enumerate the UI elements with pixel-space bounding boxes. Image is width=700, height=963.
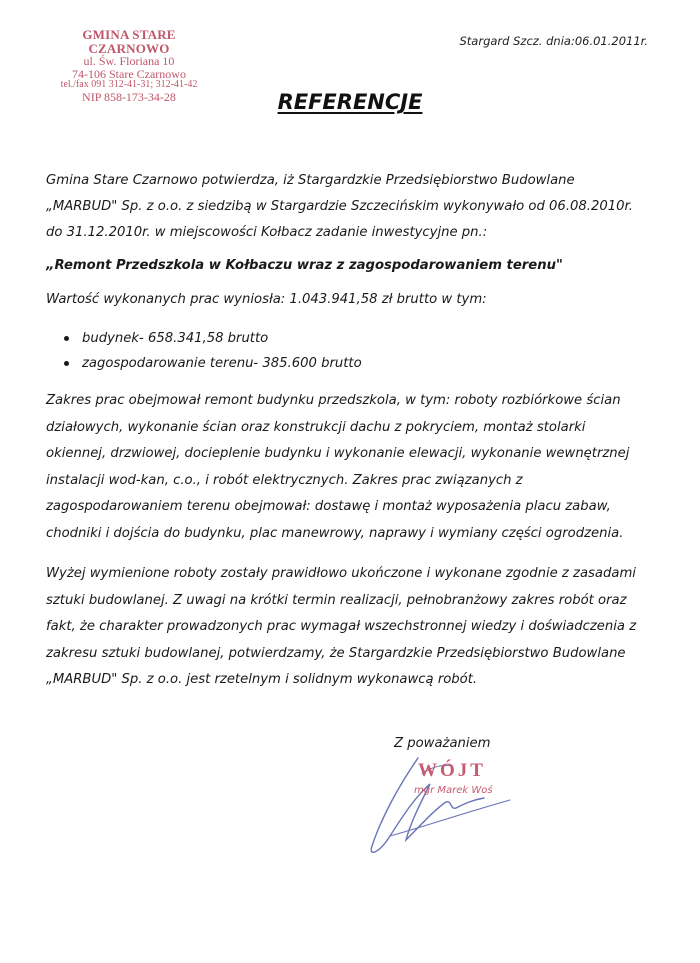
conclusion-line: sztuki budowlanej. Z uwagi na krótki termin realizacji, pełnobranżowy zakres robót oraz <box>46 592 627 608</box>
bullet-icon <box>64 336 69 341</box>
signatory-name-stamp: mgr Marek Woś <box>414 785 493 796</box>
bullet-icon <box>64 361 69 366</box>
scope-line: chodniki i dojścia do budynku, plac manewrowy, naprawy i wymiany części ogrodzenia. <box>46 525 624 541</box>
document-date: Stargard Szcz. dnia:06.01.2011r. <box>459 34 648 48</box>
scope-line: Zakres prac obejmował remont budynku przedszkola, w tym: roboty rozbiórkowe ścian <box>46 393 621 408</box>
scope-line: zagospodarowaniem terenu obejmował: dostawę i montaż wyposażenia placu zabaw, <box>46 499 611 514</box>
intro-paragraph <box>46 168 658 246</box>
project-name: „Remont Przedszkola w Kołbaczu wraz z zagospodarowaniem terenu" <box>46 258 563 273</box>
document-title: REFERENCJE <box>277 90 423 114</box>
list-item <box>64 326 658 351</box>
stamp-line: GMINA STARE CZARNOWO <box>82 27 176 56</box>
document-body <box>46 168 658 694</box>
conclusion-line: Wyżej wymienione roboty zostały prawidłowo ukończone i wykonane zgodnie z zasadami <box>46 566 636 581</box>
conclusion-line: fakt, że charakter prowadzonych prac wymagał wszechstronnej wiedzy i doświadczenia z <box>46 619 637 634</box>
closing-salutation: Z poważaniem <box>394 736 491 751</box>
role-stamp: WÓJT <box>418 760 486 781</box>
list-item-text: zagospodarowanie terenu- 385.600 brutto <box>82 356 362 371</box>
scope-line: działowych, wykonanie ścian oraz konstrukcji dachu z pokryciem, montaż stolarki <box>46 419 586 435</box>
stamp-line: NIP 858-173-34-28 <box>82 89 176 104</box>
intro-line: Gmina Stare Czarnowo potwierdza, iż Stargardzkie Przedsiębiorstwo Budowlane <box>46 173 575 188</box>
conclusion-line: zakresu sztuki budowlanej, potwierdzamy, że Stargardzkie Przedsiębiorstwo Budowlane <box>46 645 626 661</box>
list-item <box>64 351 658 376</box>
stamp-line: tel./fax 091 312-41-31; 312-41-42 <box>60 79 198 91</box>
scope-line: okiennej, drzwiowej, docieplenie budynku i wykonanie elewacji, wykonanie wewnętrznej <box>46 446 630 461</box>
list-item-text: budynek- 658.341,58 brutto <box>82 331 269 346</box>
conclusion-line: „MARBUD" Sp. z o.o. jest rzetelnym i solidnym wykonawcą robót. <box>46 672 478 687</box>
stamp-line: ul. Św. Floriana 10 <box>83 54 175 69</box>
intro-line: do 31.12.2010r. w miejscowości Kołbacz zadanie inwestycyjne pn.: <box>46 225 488 240</box>
intro-line: „MARBUD" Sp. z o.o. z siedzibą w Stargardzie Szczecińskim wykonywało od 06.08.2010r. <box>46 199 633 214</box>
scope-line: instalacji wod-kan, c.o., i robót elektrycznych. Zakres prac związanych z <box>46 472 523 488</box>
conclusion-paragraph <box>46 561 658 694</box>
cost-breakdown-list <box>46 326 658 376</box>
stamp-line: 74-106 Stare Czarnowo <box>72 66 186 81</box>
value-paragraph: Wartość wykonanych prac wyniosła: 1.043.941,58 zł brutto w tym: <box>46 292 487 307</box>
scope-paragraph <box>46 388 658 547</box>
